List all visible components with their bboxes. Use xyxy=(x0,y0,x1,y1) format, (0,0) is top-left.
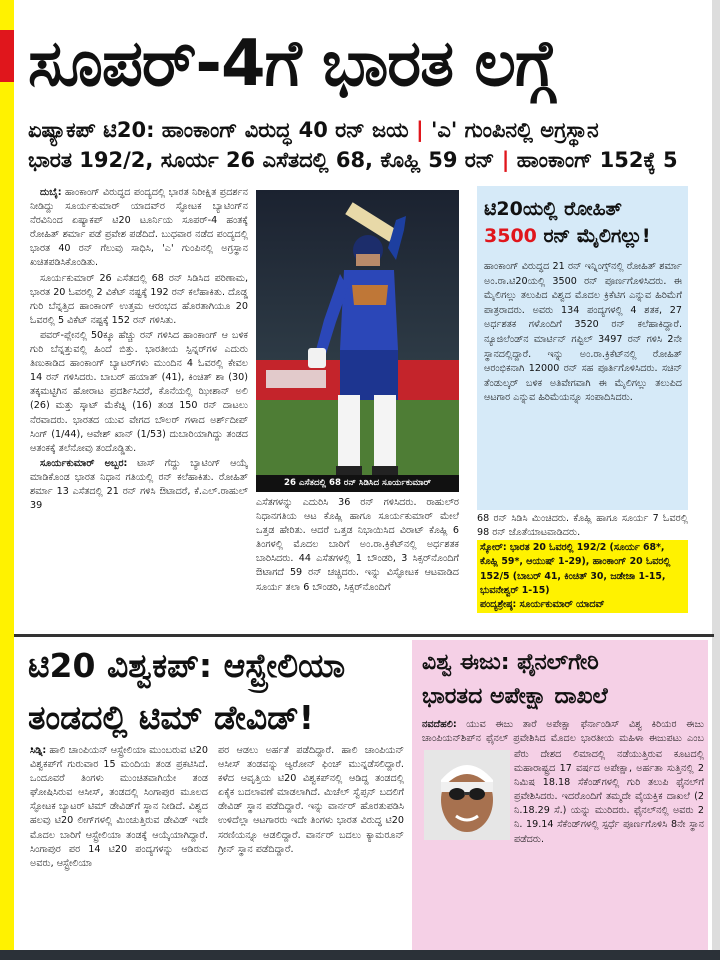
player-of-the-match: ಪಂದ್ಯಶ್ರೇಷ್ಠ: ಸೂರ್ಯಕುಮಾರ್‌ ಯಾದವ್‌ xyxy=(480,599,605,611)
story2-headline-line-1: ಟಿ20 ವಿಶ್ವಕಪ್‌: ಆಸ್ಟ್ರೇಲಿಯಾ xyxy=(28,646,346,685)
paragraph: 68 ರನ್‌ ಸಿಡಿಸಿ ಮಿಂಚಿದರು. ಕೊಹ್ಲಿ ಹಾಗೂ ಸೂರ್ಯ 7 ಓವರಲ್ಲಿ 98 ರನ್‌ ಜೊತೆಯಾಟವಾಡಿದರು. xyxy=(477,513,688,539)
deck-2a: ಭಾರತ 192/2, ಸೂರ್ಯ 26 ಎಸೆತದಲ್ಲಿ 68, ಕೊಹ್ಲಿ 59 ರನ್‌ xyxy=(28,148,495,172)
story3-headline-line-2: ಭಾರತದ ಅಪೇಕ್ಷಾ ದಾಖಲೆ xyxy=(422,684,608,709)
article-column-1 xyxy=(30,186,248,622)
scorecard-box xyxy=(477,540,688,613)
adjacent-page-strip xyxy=(712,0,720,960)
sidebar-title-line-2: 3500 ರನ್‌ ಮೈಲಿಗಲ್ಲು! xyxy=(484,225,651,247)
cricket-player-photo xyxy=(256,190,459,492)
paragraph: ಎಸೆತಗಳನ್ನು ಎದುರಿಸಿ 36 ರನ್‌ ಗಳಿಸಿದರು. ರಾಹುಲ್‌ರ ನಿಧಾನಗತಿಯ ಆಟ ಕೊಹ್ಲಿ ಹಾಗೂ ಸೂರ್ಯಕುಮಾರ್‌ ಮೇಲೆ ಒತ್ತಡ ಹೇರಿತು. ಆದರೆ ಒತ್ತಡ ನಿಭಾಯಿಸಿದ ವಿರಾಟ್‌ ಕೊಹ್ಲಿ 6 ತಿಂಗಳಲ್ಲಿ ಮೊದಲ ಬಾರಿಗೆ ಅಂ.ರಾ.ಕ್ರಿಕೆಟ್‌ನಲ್ಲಿ ಅರ್ಧಶತಕ ಬಾರಿಸಿದರು. 44 ಎಸೆತಗಳಲ್ಲಿ 1 ಬೌಂಡರಿ, 3 ಸಿಕ್ಸರ್‌ನೊಂದಿಗೆ ಔಟಾಗದೆ 59 ರನ್‌ ಚಚ್ಚಿದರು. ಇನ್ನು ವಿಸ್ಫೋಟಕ ಆಟವಾಡಿದ ಸೂರ್ಯ ತಲಾ 6 ಬೌಂಡರಿ, ಸಿಕ್ಸರ್‌ನೊಂದಿಗೆ xyxy=(256,497,459,593)
photo-spacer xyxy=(422,748,514,842)
deck-separator: | xyxy=(415,118,431,142)
red-section-marker xyxy=(0,30,14,82)
paragraph: ಪರ ಆಡಲು ಅರ್ಹತೆ ಪಡೆದಿದ್ದಾರೆ. ಹಾಲಿ ಚಾಂಪಿಯನ್‌ ಆಸೀಸ್‌ ತಂಡವನ್ನು ಆ್ಯರೋನ್‌ ಫಿಂಚ್‌ ಮುನ್ನಡೆಸಲಿದ್ದಾರೆ. ಕಳೆದ ಆವೃತ್ತಿಯ ಟಿ20 ವಿಶ್ವಕಪ್‌ನಲ್ಲಿ ಆಡಿದ್ದ ತಂಡದಲ್ಲಿ ಏಕೈಕ ಬದಲಾವಣೆ ಮಾಡಲಾಗಿದೆ. ಮಿಚೆಲ್‌ ಸ್ವೆಪ್ಸನ್‌ ಬದಲಿಗೆ ಡೇವಿಡ್‌ ಸ್ಥಾನ ಪಡೆದಿದ್ದಾರೆ. ಇನ್ನು ವಾರ್ನರ್‌ ಹೊರತುಪಡಿಸಿ ಉಳಿದೆಲ್ಲಾ ಆಟಗಾರರು ಇದೇ ತಿಂಗಳು ಭಾರತ ವಿರುದ್ಧ ಟಿ20 ಸರಣಿಯನ್ನೂ ಆಡಲಿದ್ದಾರೆ. ವಾರ್ನರ್‌ ಬದಲು ಕ್ಯಾಮರೂನ್‌ ಗ್ರೀನ್‌ ಸ್ಥಾನ ಪಡೆದಿದ್ದಾರೆ. xyxy=(218,745,404,855)
story3-headline-line-1: ವಿಶ್ವ ಈಜು: ಫೈನಲ್‌ಗೇರಿ xyxy=(422,650,599,675)
story3-lead-text xyxy=(422,718,704,748)
main-headline: ಸೂಪರ್‌-4ಗೆ ಭಾರತ ಲಗ್ಗೆ xyxy=(28,27,555,101)
article-column-2 xyxy=(256,496,459,624)
bottom-page-bar xyxy=(0,950,720,960)
sidebar-text xyxy=(484,260,682,506)
paragraph: ದುಬೈ: ಹಾಂಕಾಂಗ್‌ ವಿರುದ್ಧದ ಪಂದ್ಯದಲ್ಲಿ ಭಾರತ ನಿರೀಕ್ಷಿತ ಪ್ರದರ್ಶನ ನೀಡಿದ್ದು ಸೂರ್ಯಕುಮಾರ್‌ ಯಾದವ್‌ರ ಸ್ಫೋಟಕ ಬ್ಯಾಟಿಂಗ್‌ನ ನೆರವಿನಿಂದ ಏಷ್ಯಾಕಪ್‌ ಟಿ20 ಟೂರ್ನಿಯ ಸೂಪರ್‌-4 ಹಂತಕ್ಕೆ ರೋಹಿತ್‌ ಶರ್ಮಾ ಪಡೆ ಪ್ರವೇಶ ಪಡೆದಿದೆ. ಬುಧವಾರ ನಡೆದ ಪಂದ್ಯದಲ್ಲಿ ಭಾರತ 40 ರನ್‌ ಗೆಲುವು ಸಾಧಿಸಿ, 'ಎ' ಗುಂಪಿನಲ್ಲಿ ಅಗ್ರಸ್ಥಾನ ಖಚಿತಪಡಿಸಿಕೊಂಡಿತು. xyxy=(30,187,248,269)
paragraph: ಸೂರ್ಯಕುಮಾರ್‌ 26 ಎಸೆತದಲ್ಲಿ 68 ರನ್‌ ಸಿಡಿಸಿದ ಪರಿಣಾಮ, ಭಾರತ 20 ಓವರಲ್ಲಿ 2 ವಿಕೆಟ್‌ ನಷ್ಟಕ್ಕೆ 192 ರನ್‌ ಕಲೆಹಾಕಿತು. ದೊಡ್ಡ ಗುರಿ ಬೆನ್ನತ್ತಿದ ಹಾಂಕಾಂಗ್‌ ಉತ್ತಮ ಆರಂಭದ ಹೊರತಾಗಿಯೂ 20 ಓವರಲ್ಲಿ 5 ವಿಕೆಟ್‌ ನಷ್ಟಕ್ಕೆ 152 ರನ್‌ ಗಳಿಸಿತು. xyxy=(30,272,248,326)
photo-caption: 26 ಎಸೆತದಲ್ಲಿ 68 ರನ್‌ ಸಿಡಿಸಿದ ಸೂರ್ಯಕುಮಾರ್‌ xyxy=(256,475,459,492)
story2-column-2 xyxy=(218,744,404,948)
deck-line-1 xyxy=(28,118,599,143)
scorecard: ಸ್ಕೋರ್‌: ಭಾರತ 20 ಓವರಲ್ಲಿ 192/2 (ಸೂರ್ಯ 68*, ಕೊಹ್ಲಿ 59*, ಆಯುಷ್‌ 1-29), ಹಾಂಕಾಂಗ್‌ 20 ಓವರಲ್ಲಿ 152/5 (ಬಾಬರ್‌ 41, ಕಿಂಚಿತ್‌ 30, ಜಡೇಜಾ 1-15, ಭುವನೇಶ್ವರ್‌ 1-15) xyxy=(480,542,671,596)
story2-headline xyxy=(28,640,408,744)
paragraph: ಸೂರ್ಯಕುಮಾರ್‌ ಅಬ್ಬರ: ಟಾಸ್‌ ಗೆದ್ದು ಬ್ಯಾಟಿಂಗ್‌ ಆಯ್ಕೆ ಮಾಡಿಕೊಂಡ ಭಾರತ ನಿಧಾನ ಗತಿಯಲ್ಲಿ ರನ್‌ ಕಲೆಹಾಕಿತು. ರೋಹಿತ್‌ ಶರ್ಮಾ 13 ಎಸೆತದಲ್ಲಿ 21 ರನ್‌ ಗಳಿಸಿ ಔಟಾದರೆ, ಕೆ.ಎಲ್‌.ರಾಹುಲ್‌ 39 xyxy=(30,457,248,512)
story2-column-1 xyxy=(30,744,208,948)
deck-line-2 xyxy=(28,148,678,173)
sidebar-title xyxy=(484,196,684,250)
deck-separator: | xyxy=(501,148,517,172)
paragraph: ಹಾಂಕಾಂಗ್‌ ವಿರುದ್ಧದ 21 ರನ್‌ ಇನ್ನಿಂಗ್ಸ್‌ನಲ್ಲಿ ರೋಹಿತ್‌ ಶರ್ಮಾ ಅಂ.ರಾ.ಟಿ20ಯಲ್ಲಿ 3500 ರನ್‌ ಪೂರ್ಣಗೊಳಿಸಿದರು. ಈ ಮೈಲಿಗಲ್ಲು ತಲುಪಿದ ವಿಶ್ವದ ಮೊದಲ ಕ್ರಿಕೆಟಿಗ ಎನ್ನುವ ಹಿರಿಮೆಗೆ ಪಾತ್ರರಾದರು. ಅವರು 134 ಪಂದ್ಯಗಳಲ್ಲಿ 4 ಶತಕ, 27 ಅರ್ಧಶತಕ ಗಳೊಂದಿಗೆ 3520 ರನ್‌ ಕಲೆಹಾಕಿದ್ದಾರೆ. ನ್ಯೂಜಿಲೆಂಡ್‌ನ ಮಾರ್ಟಿನ್‌ ಗಪ್ಟಿಲ್‌ 3497 ರನ್‌ ಗಳಿಸಿ 2ನೇ ಸ್ಥಾನದಲ್ಲಿದ್ದಾರೆ. ಇನ್ನು ಅಂ.ರಾ.ಕ್ರಿಕೆಟ್‌ನಲ್ಲಿ ರೋಹಿತ್‌ ಆರಂಭಿಕನಾಗಿ 12000 ರನ್‌ ಸಹ ಪೂರ್ತಿಗೊಳಿಸಿದರು. ಸಚಿನ್‌ ತೆಂಡುಲ್ಕರ್‌ ಬಳಿಕ ಅತಿವೇಗವಾಗಿ ಈ ಮೈಲಿಗಲ್ಲು ತಲುಪಿದ ಆಟಗಾರ ಎನ್ನುವ ಹಿರಿಮೆಯನ್ನೂ ಸಂಪಾದಿಸಿದರು. xyxy=(484,261,682,404)
paragraph: ನವದೆಹಲಿ: ಯುವ ಈಜು ತಾರೆ ಅಪೇಕ್ಷಾ ಫೆರ್ನಾಂಡಿಸ್‌ ವಿಶ್ವ ಕಿರಿಯರ ಈಜು ಚಾಂಪಿಯನ್‌ಶಿಪ್‌ನ ಫೈನಲ್‌ ಪ್ರವೇಶಿಸಿದ ಮೊದಲ ಭಾರತೀಯ ಮಹಿಳಾ ಈಜುಪಟು ಎಂಬ xyxy=(422,719,704,745)
deck-1b: 'ಎ' ಗುಂಪಿನಲ್ಲಿ ಅಗ್ರಸ್ಥಾನ xyxy=(430,118,599,142)
paragraph: ಸಿಡ್ನಿ: ಹಾಲಿ ಚಾಂಪಿಯನ್‌ ಆಸ್ಟ್ರೇಲಿಯಾ ಮುಂಬರುವ ಟಿ20 ವಿಶ್ವಕಪ್‌ಗೆ ಗುರುವಾರ 15 ಮಂದಿಯ ತಂಡ ಪ್ರಕಟಿಸಿದೆ. ಒಂದೂವರೆ ತಿಂಗಳು ಮುಂಚಿತವಾಗಿಯೇ ತಂಡ ಘೋಷಿಸಿರುವ ಆಸೀಸ್‌, ತಂಡದಲ್ಲಿ ಸಿಂಗಾಪುರ ಮೂಲದ ಸ್ಫೋಟಕ ಬ್ಯಾಟರ್‌ ಟಿಮ್‌ ಡೇವಿಡ್‌ಗೆ ಸ್ಥಾನ ನೀಡಿದೆ. ವಿಶ್ವದ ಹಲವು ಟಿ20 ಲೀಗ್‌ಗಳಲ್ಲಿ ಮಿಂಚುತ್ತಿರುವ ಡೇವಿಡ್‌ ಇದೇ ಮೊದಲ ಬಾರಿಗೆ ಆಸ್ಟ್ರೇಲಿಯಾ ತಂಡಕ್ಕೆ ಆಯ್ಕೆಯಾಗಿದ್ದಾರೆ. ಸಿಂಗಾಪುರ ಪರ 14 ಟಿ20 ಪಂದ್ಯಗಳನ್ನು ಆಡಿರುವ ಅವರು, ಆಸ್ಟ್ರೇಲಿಯಾ xyxy=(30,745,208,869)
story3-headline xyxy=(422,646,702,714)
deck-1a: ಏಷ್ಯಾಕಪ್‌ ಟಿ20: ಹಾಂಕಾಂಗ್‌ ವಿರುದ್ಧ 40 ರನ್‌ ಜಯ xyxy=(28,118,409,142)
story2-headline-line-2: ತಂಡದಲ್ಲಿ ಟಿಮ್‌ ಡೇವಿಡ್‌! xyxy=(28,698,314,737)
article-column-3-continued xyxy=(477,512,688,540)
left-yellow-bar xyxy=(0,0,14,960)
section-divider xyxy=(14,634,714,637)
paragraph: ಪೆರು ದೇಶದ ಲಿಮಾದಲ್ಲಿ ನಡೆಯುತ್ತಿರುವ ಕೂಟದಲ್ಲಿ ಮಹಾರಾಷ್ಟ್ರದ 17 ವರ್ಷದ ಅಪೇಕ್ಷಾ, ಅರ್ಹತಾ ಸುತ್ತಿನಲ್ಲಿ 2 ನಿಮಿಷ 18.18 ಸೆಕೆಂಡ್‌ಗಳಲ್ಲಿ ಗುರಿ ತಲುಪಿ ಫೈನಲ್‌ಗೆ ಪ್ರವೇಶಿಸಿದರು. ಇದರೊಂದಿಗೆ ತಮ್ಮದೇ ವೈಯಕ್ತಿಕ ದಾಖಲೆ (2 ನಿ.18.29 ಸೆ.) ಯನ್ನು ಮುರಿದರು. ಫೈನಲ್‌ನಲ್ಲಿ ಅವರು 2 ನಿ. 19.14 ಸೆಕೆಂಡ್‌ಗಳಲ್ಲಿ ಸ್ಪರ್ಧೆ ಪೂರ್ಣಗೊಳಿಸಿ 8ನೇ ಸ್ಥಾನ ಪಡೆದರು. xyxy=(422,748,704,847)
deck-2b: ಹಾಂಕಾಂಗ್‌ 152ಕ್ಕೆ 5 xyxy=(516,148,678,172)
paragraph: ಪವರ್‌-ಪ್ಲೇನಲ್ಲಿ 50ಕ್ಕೂ ಹೆಚ್ಚು ರನ್‌ ಗಳಿಸಿದ ಹಾಂಕಾಂಗ್‌ ಆ ಬಳಿಕ ಗುರಿ ಬೆನ್ನತ್ತುವಲ್ಲಿ ಹಿಂದೆ ಬಿತ್ತು. ಭಾರತೀಯ ಸ್ಪಿನ್ನರ್‌ಗಳ ಎದುರು ತಿಣುಕಾಡಿದ ಹಾಂಕಾಂಗ್‌ ಬ್ಯಾಟರ್‌ಗಳು ಮುಂದಿನ 4 ಓವರಲ್ಲಿ ಕೇವಲ 14 ರನ್‌ ಗಳಿಸಿದರು. ಬಾಬರ್‌ ಹಯಾತ್‌ (41), ಕಿಂಚಿತ್‌ ಶಾ (30) ತಕ್ಕಮಟ್ಟಿಗಿನ ಹೋರಾಟ ಪ್ರದರ್ಶಿಸಿದರೆ, ಕೊನೆಯಲ್ಲಿ ಝೀಶಾನ್‌ ಅಲಿ (26) ಮತ್ತು ಸ್ಕಾಟ್‌ ಮೆಕೆಚ್ನಿ (16) ತಂಡ 150 ರನ್‌ ದಾಟಲು ನೆರವಾದರು. ಭಾರತದ ಯುವ ವೇಗದ ಬೌಲರ್‌ ಗಳಾದ ಅರ್ಶ್‌ದೀಪ್‌ ಸಿಂಗ್‌ (1/44), ಆವೇಶ್‌ ಖಾನ್‌ (1/53) ದುಬಾರಿಯಾಗಿದ್ದು ತಂಡದ ಆತಂಕಕ್ಕೆ ತಲೆನೋವು ತಂದೊಡ್ಡಿತು. xyxy=(30,329,248,454)
story3-body xyxy=(422,748,704,944)
sidebar-title-line-1: ಟಿ20ಯಲ್ಲಿ ರೋಹಿತ್‌ xyxy=(484,198,622,220)
